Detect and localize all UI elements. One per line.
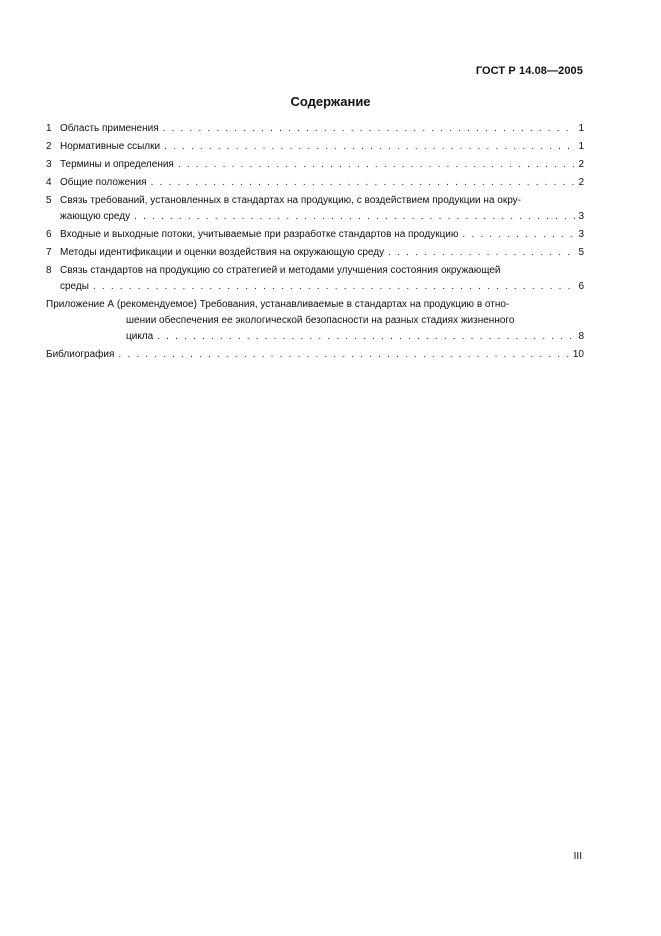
toc-entry-page: 5 — [578, 247, 584, 258]
toc-entry-page: 3 — [578, 211, 584, 222]
dot-leader — [130, 209, 575, 225]
toc-entry-2[interactable] — [46, 139, 584, 155]
appendix-title: цикла — [126, 331, 154, 342]
toc-entry-number: 5 — [46, 195, 52, 206]
toc-entry-number: 3 — [46, 159, 52, 170]
toc-entry-5[interactable] — [46, 193, 584, 225]
toc-title: Содержание — [290, 94, 371, 109]
appendix-title-line: шении обеспечения ее экологической безопасности на разных стадиях жизненного — [126, 315, 515, 326]
page-number: III — [573, 851, 582, 862]
toc-entry-title: Входные и выходные потоки, учитываемые при разработке стандартов на продукцию — [60, 229, 459, 240]
toc-entry-number: 7 — [46, 247, 52, 258]
toc-entry-number: 8 — [46, 265, 52, 276]
toc-entry-title: жающую среду — [60, 211, 131, 222]
dot-leader — [174, 157, 576, 173]
toc-entry-number: 1 — [46, 123, 52, 134]
toc-entry-title-line: Связь требований, установленных в стандартах на продукцию, с воздействием продукции на окру- — [60, 195, 521, 206]
toc-entry-title: Общие положения — [60, 177, 147, 188]
appendix-title-line: Приложение А (рекомендуемое) Требования, устанавливаемые в стандартах на продукцию в отно- — [46, 299, 510, 310]
toc-entry-title: Методы идентификации и оценки воздействия на окружающую среду — [60, 247, 385, 258]
toc-entry-3[interactable] — [46, 157, 584, 173]
dot-leader — [114, 347, 569, 363]
toc-entry-8[interactable] — [46, 263, 584, 295]
toc-entry-page: 6 — [578, 281, 584, 292]
dot-leader — [159, 121, 576, 137]
toc-entry-1[interactable] — [46, 121, 584, 137]
toc-entry-page: 2 — [578, 177, 584, 188]
dot-leader — [384, 245, 575, 261]
toc-entry-title: Область применения — [60, 123, 159, 134]
toc-entry-number: 4 — [46, 177, 52, 188]
dot-leader — [89, 279, 576, 295]
dot-leader — [160, 139, 575, 155]
toc-entry-title: Термины и определения — [60, 159, 174, 170]
toc-entry-number: 6 — [46, 229, 52, 240]
toc-entry-title: Нормативные ссылки — [60, 141, 161, 152]
toc-entry-4[interactable] — [46, 175, 584, 191]
toc-entry-title-line: Связь стандартов на продукцию со стратегией и методами улучшения состояния окружающей — [60, 265, 501, 276]
dot-leader — [153, 329, 575, 345]
table-of-contents — [46, 121, 584, 365]
toc-entry-number: 2 — [46, 141, 52, 152]
toc-entry-appendix-a[interactable] — [46, 297, 584, 345]
toc-entry-title: среды — [60, 281, 89, 292]
toc-entry-page: 2 — [578, 159, 584, 170]
dot-leader — [458, 227, 575, 243]
toc-entry-page: 1 — [578, 141, 584, 152]
document-code: ГОСТ Р 14.08—2005 — [475, 65, 583, 77]
toc-entry-page: 8 — [578, 331, 584, 342]
toc-entry-page: 3 — [578, 229, 584, 240]
dot-leader — [147, 175, 576, 191]
toc-entry-6[interactable] — [46, 227, 584, 243]
toc-entry-page: 10 — [572, 349, 584, 360]
toc-entry-7[interactable] — [46, 245, 584, 261]
bibliography-label: Библиография — [46, 349, 115, 360]
toc-entry-page: 1 — [578, 123, 584, 134]
toc-entry-bibliography[interactable] — [46, 347, 584, 363]
